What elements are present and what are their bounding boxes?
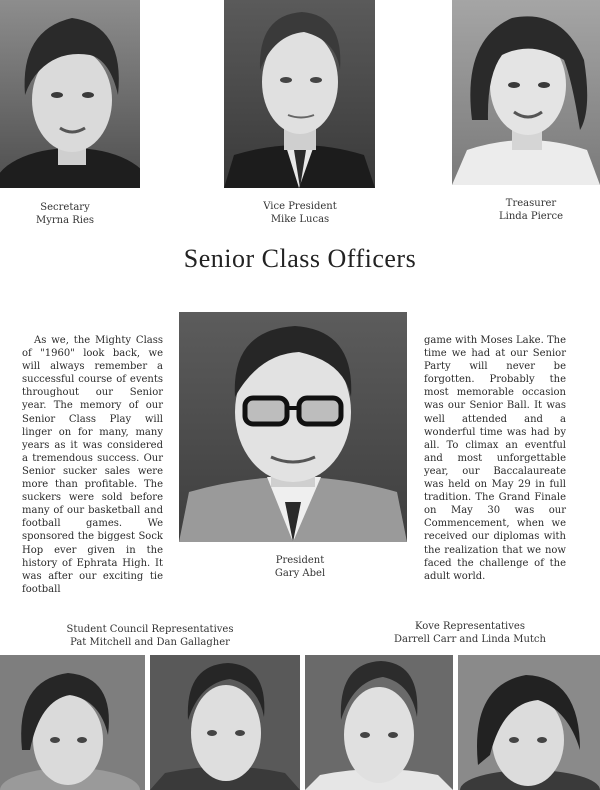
portrait-vice-president [224,0,375,188]
portrait-treasurer [452,0,600,185]
portrait-linda-mutch [458,655,600,790]
caption-secretary [20,201,110,227]
caption-role: President [275,555,325,566]
portrait-pat-mitchell [0,655,145,790]
article-right-column [424,334,566,583]
student-council-heading [60,623,240,649]
article-left-column [22,334,163,596]
portrait-darrell-carr [305,655,453,790]
caption-president [250,554,350,580]
page-title: Senior Class Officers [183,244,417,273]
caption-treasurer [486,197,576,223]
portrait-secretary [0,0,140,188]
article-left-text: As we, the Mighty Class of "1960" look back, we will always remember a successful course of events throughout our Senior year. The memory of our Senior Class Play will linger on for many, many years as it was considered a tremendous success. Our Senior sucker sales were more than profitable. The suckers were sold before many of our basketball and football games. We sponsored the biggest Sock Hop ever given in the history of Ephrata High. It was after our exciting tie football [22,335,163,595]
caption-role: Vice President [263,201,337,212]
caption-name: Linda Pierce [499,211,563,222]
caption-name: Myrna Ries [35,215,95,226]
heading-names: Pat Mitchell and Dan Gallagher [70,637,230,648]
caption-name: Mike Lucas [270,214,330,225]
kove-heading [380,620,560,646]
portrait-dan-gallagher [150,655,300,790]
heading-label: Kove Representatives [415,621,525,632]
heading-names: Darrell Carr and Linda Mutch [394,634,546,645]
heading-label: Student Council Representatives [66,624,234,635]
portrait-president [179,312,407,542]
caption-role: Treasurer [505,198,557,209]
article-right-text: game with Moses Lake. The time we had at our Senior Party will never be forgotten. Probably the most memorable occasion was our Senior Ball. It was well attended and a wonderful time was had by all. To climax an eventful and most unforgettable year, our Baccalaureate was held on May 29 in full tradition. The Grand Finale on May 30 was our Commencement, when we received our diplomas with the realization that we now faced the challenge of the adult world. [424,335,566,582]
caption-role: Secretary [40,202,90,213]
caption-vice-president [250,200,350,226]
caption-name: Gary Abel [274,568,326,579]
